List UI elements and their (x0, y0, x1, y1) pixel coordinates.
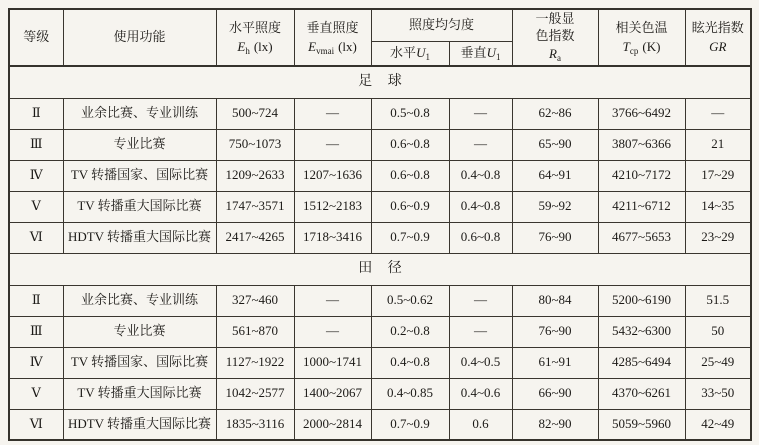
col-header-uniformity-horizontal (371, 41, 449, 66)
table-cell: 51.5 (685, 285, 751, 316)
function-cell: TV 转播国家、国际比赛 (63, 160, 216, 191)
table-cell: 0.6~0.9 (371, 191, 449, 222)
function-cell: TV 转播国家、国际比赛 (63, 347, 216, 378)
symbol-subscript: 1 (425, 51, 430, 62)
table-cell: 50 (685, 316, 751, 347)
table-cell: 0.4~0.6 (449, 378, 512, 409)
col-header-color-rendering (512, 9, 598, 66)
table-cell: 1209~2633 (216, 160, 294, 191)
table-cell: 3766~6492 (598, 98, 685, 129)
symbol-unit: (lx) (338, 38, 357, 54)
grade-cell: Ⅱ (9, 285, 63, 316)
table-row (9, 347, 751, 378)
col-header-grade: 等级 (9, 9, 63, 66)
table-cell: 1127~1922 (216, 347, 294, 378)
table-cell: 0.6~0.8 (449, 222, 512, 253)
table-cell: 17~29 (685, 160, 751, 191)
table-cell: 33~50 (685, 378, 751, 409)
grade-cell: Ⅳ (9, 347, 63, 378)
table-cell: 4211~6712 (598, 191, 685, 222)
col-header-glare (685, 9, 751, 66)
grade-cell: Ⅴ (9, 191, 63, 222)
table-cell: — (449, 98, 512, 129)
symbol-subscript: 1 (495, 51, 501, 62)
table-cell: 327~460 (216, 285, 294, 316)
section-header-athletics (9, 253, 751, 285)
table-cell: 0.6~0.8 (371, 160, 449, 191)
table-cell: 2000~2814 (294, 409, 371, 440)
symbol-unit: (K) (642, 38, 661, 54)
header-symbol (515, 45, 596, 64)
table-cell: 1747~3571 (216, 191, 294, 222)
table-row (9, 409, 751, 440)
table-cell: 76~90 (512, 222, 598, 253)
table-cell: 0.5~0.8 (371, 98, 449, 129)
grade-cell: Ⅳ (9, 160, 63, 191)
table-cell: 61~91 (512, 347, 598, 378)
header-label-text: 一般显色指数 (535, 10, 575, 43)
col-header-horizontal-illuminance (216, 9, 294, 66)
col-header-uniformity: 照度均匀度 (371, 9, 512, 41)
table-cell: 500~724 (216, 98, 294, 129)
table-cell: — (294, 129, 371, 160)
symbol-subscript: h (245, 45, 250, 56)
table-row (9, 316, 751, 347)
table-cell: 5200~6190 (598, 285, 685, 316)
table-cell: 1718~3416 (294, 222, 371, 253)
table-row (9, 191, 751, 222)
table-cell: 0.4~0.85 (371, 378, 449, 409)
table-cell: 2417~4265 (216, 222, 294, 253)
table-cell: 0.4~0.8 (449, 191, 512, 222)
function-cell: TV 转播重大国际比赛 (63, 191, 216, 222)
symbol-subscript: vmai (316, 45, 335, 56)
table-cell: — (685, 98, 751, 129)
table-cell: 80~84 (512, 285, 598, 316)
table-cell: 4370~6261 (598, 378, 685, 409)
table-row (9, 160, 751, 191)
function-cell: 专业比赛 (63, 129, 216, 160)
table-cell: 0.6 (449, 409, 512, 440)
header-symbol (601, 38, 683, 57)
grade-cell: Ⅱ (9, 98, 63, 129)
section-title-cell (9, 253, 751, 285)
table-cell: 0.5~0.62 (371, 285, 449, 316)
header-row-1 (9, 9, 751, 41)
section-header-football (9, 66, 751, 98)
table-cell: 5432~6300 (598, 316, 685, 347)
header-label: 水平照度 (228, 19, 281, 35)
header-label: 垂直照度 (306, 19, 359, 35)
table-cell: 0.4~0.5 (449, 347, 512, 378)
symbol-letter: R (549, 46, 557, 62)
table-cell: 25~49 (685, 347, 751, 378)
table-cell: 62~86 (512, 98, 598, 129)
table-cell: 82~90 (512, 409, 598, 440)
grade-cell: Ⅲ (9, 316, 63, 347)
symbol-letter: U (416, 44, 426, 60)
table-cell: 4210~7172 (598, 160, 685, 191)
col-header-function: 使用功能 (63, 9, 216, 66)
grade-cell: Ⅵ (9, 409, 63, 440)
table-cell: 66~90 (512, 378, 598, 409)
symbol-letter: GR (709, 38, 727, 54)
table-cell: 21 (685, 129, 751, 160)
table-cell: 76~90 (512, 316, 598, 347)
col-header-uniformity-vertical (449, 41, 512, 66)
section-title-cell (9, 66, 751, 98)
symbol-letter: E (237, 38, 246, 54)
grade-cell: Ⅲ (9, 129, 63, 160)
table-cell: 4285~6494 (598, 347, 685, 378)
col-header-color-temperature (598, 9, 685, 66)
table-cell: 4677~5653 (598, 222, 685, 253)
function-cell: HDTV 转播重大国际比赛 (63, 409, 216, 440)
table-row (9, 98, 751, 129)
header-label: 相关色温 (615, 19, 668, 35)
header-symbol (219, 38, 292, 57)
function-cell: TV 转播重大国际比赛 (63, 378, 216, 409)
table-cell: 5059~5960 (598, 409, 685, 440)
table-cell: 0.4~0.8 (449, 160, 512, 191)
table-cell: — (449, 285, 512, 316)
section-title: 田径 (358, 260, 418, 276)
function-cell: 专业比赛 (63, 316, 216, 347)
header-label: 眩光指数 (691, 19, 744, 35)
table-row (9, 222, 751, 253)
header-symbol (688, 38, 749, 57)
header-label (515, 11, 596, 46)
header-label-text: 垂直 (460, 44, 487, 60)
table-cell: — (449, 316, 512, 347)
function-cell: 业余比赛、专业训练 (63, 98, 216, 129)
section-title: 足球 (358, 74, 418, 90)
table-cell: 561~870 (216, 316, 294, 347)
symbol-letter: E (308, 38, 317, 54)
table-cell: — (294, 285, 371, 316)
header-label-text: 水平 (390, 44, 417, 60)
table-cell: 1000~1741 (294, 347, 371, 378)
table-cell: 1400~2067 (294, 378, 371, 409)
symbol-letter: U (486, 44, 496, 60)
table-cell: 0.6~0.8 (371, 129, 449, 160)
sports-lighting-table (8, 8, 752, 441)
table-row (9, 285, 751, 316)
table-cell: — (294, 316, 371, 347)
table-cell: — (449, 129, 512, 160)
table-cell: 1207~1636 (294, 160, 371, 191)
table-cell: 65~90 (512, 129, 598, 160)
function-cell: HDTV 转播重大国际比赛 (63, 222, 216, 253)
table-cell: 3807~6366 (598, 129, 685, 160)
header-symbol (297, 38, 369, 57)
table-cell: 23~29 (685, 222, 751, 253)
grade-cell: Ⅴ (9, 378, 63, 409)
table-cell: 0.2~0.8 (371, 316, 449, 347)
table-row (9, 129, 751, 160)
table-cell: 14~35 (685, 191, 751, 222)
symbol-subscript: cp (629, 45, 639, 56)
table-body (9, 66, 751, 440)
table-row (9, 378, 751, 409)
symbol-letter: T (622, 38, 630, 54)
table-header (9, 9, 751, 66)
table-cell: 1512~2183 (294, 191, 371, 222)
table-cell: 1835~3116 (216, 409, 294, 440)
grade-cell: Ⅵ (9, 222, 63, 253)
table-cell: — (294, 98, 371, 129)
table-cell: 0.4~0.8 (371, 347, 449, 378)
table-cell: 42~49 (685, 409, 751, 440)
col-header-vertical-illuminance (294, 9, 371, 66)
table-cell: 1042~2577 (216, 378, 294, 409)
function-cell: 业余比赛、专业训练 (63, 285, 216, 316)
table-cell: 64~91 (512, 160, 598, 191)
symbol-subscript: a (556, 53, 561, 64)
table-cell: 59~92 (512, 191, 598, 222)
table-cell: 0.7~0.9 (371, 409, 449, 440)
table-cell: 750~1073 (216, 129, 294, 160)
symbol-unit: (lx) (253, 38, 273, 54)
table-cell: 0.7~0.9 (371, 222, 449, 253)
